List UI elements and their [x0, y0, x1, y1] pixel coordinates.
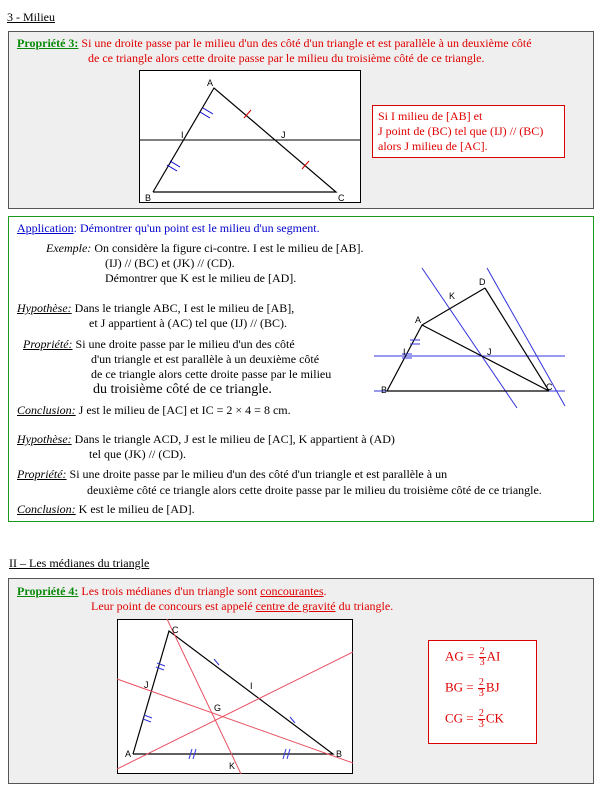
section-2-title: II – Les médianes du triangle [9, 556, 150, 570]
application-box [8, 216, 594, 522]
property-3-figure [139, 70, 361, 203]
label-i: I [403, 347, 406, 357]
property-1-line-2: d'un triangle et est parallèle à un deuxième côté [91, 352, 320, 366]
label-b: B [145, 193, 152, 203]
property-3-box [8, 31, 594, 209]
hypothesis-2: Hypothèse: Dans le triangle ACD, J est le milieu de [AC], K appartient à (AD) [17, 432, 395, 446]
conclusion-2: Conclusion: K est le milieu de [AD]. [17, 502, 195, 516]
segment-ac [422, 325, 549, 391]
property-3-statement-cont: de ce triangle alors cette droite passe par le milieu du troisième côté de ce triangle. [88, 51, 485, 65]
label-a: A [125, 749, 132, 759]
exemple-line-2: (IJ) // (BC) et (JK) // (CD). [105, 256, 235, 270]
label-a: A [415, 315, 422, 325]
hypothesis-1-cont: et J appartient à (AC) tel que (IJ) // (BC). [89, 316, 287, 330]
hypothesis-2-cont: tel que (JK) // (CD). [89, 447, 186, 461]
formula-bg: BG = $\frac{2}{3}$ BJ [445, 677, 500, 699]
hypothesis-1: Hypothèse: Dans le triangle ABC, I est le milieu de [AB], [17, 301, 295, 315]
property-3-summary: Si I milieu de [AB] et J point de (BC) tel que (IJ) // (BC) alors J milieu de [AC]. [372, 105, 565, 158]
property-1-line-4: du troisième côté de ce triangle. [93, 382, 272, 397]
application-figure [367, 263, 577, 413]
label-g: G [214, 703, 222, 713]
line-jk [422, 268, 517, 408]
property-4-figure [117, 619, 353, 774]
property-4-statement-cont: Leur point de concours est appelé centre de gravité du triangle. [91, 599, 394, 613]
property-3-statement: Propriété 3: Si une droite passe par le milieu d'un des côté d'un triangle et est parallèle à un deuxième côté [17, 36, 532, 50]
exemple-line-3: Démontrer que K est le milieu de [AD]. [105, 271, 297, 285]
label-c: C [172, 625, 179, 635]
label-c: C [546, 382, 553, 392]
formula-ag: AG = $\frac{2}{3}$ AI [445, 646, 501, 668]
label-b: B [381, 385, 388, 395]
label-k: K [229, 761, 236, 771]
label-j: J [281, 130, 286, 140]
formula-cg: CG = $\frac{2}{3}$ CK [445, 708, 504, 730]
label-k: K [449, 291, 456, 301]
property-1: Propriété: Si une droite passe par le milieu d'un des côté [23, 337, 295, 351]
label-a: A [207, 78, 214, 88]
property-4-formulas [428, 640, 537, 744]
label-i: I [181, 130, 184, 140]
label-c: C [338, 193, 345, 203]
label-j: J [487, 347, 492, 357]
label-d: D [479, 277, 486, 287]
exemple-line-1: Exemple: On considère la figure ci-contre. I est le milieu de [AB]. [46, 241, 364, 255]
property-2-cont: deuxième côté ce triangle alors cette droite passe par le milieu du troisième côté de ce triangle. [87, 483, 542, 497]
label-i: I [250, 681, 253, 691]
property-1-line-3: de ce triangle alors cette droite passe par le milieu [91, 367, 332, 381]
application-title: Application: Démontrer qu'un point est le milieu d'un segment. [17, 221, 320, 235]
property-4-statement: Propriété 4: Les trois médianes d'un triangle sont concourantes. [17, 584, 327, 598]
property-2: Propriété: Si une droite passe par le milieu d'un des côté d'un triangle et est parallèle à un [17, 467, 448, 481]
property-4-box [8, 578, 594, 784]
line-cd [487, 268, 565, 406]
conclusion-1: Conclusion: J est le milieu de [AC] et IC = 2 × 4 = 8 cm. [17, 403, 291, 417]
section-3-title: 3 - Milieu [7, 10, 55, 24]
figure-frame [140, 71, 361, 203]
label-b: B [336, 749, 343, 759]
label-j: J [144, 680, 149, 690]
